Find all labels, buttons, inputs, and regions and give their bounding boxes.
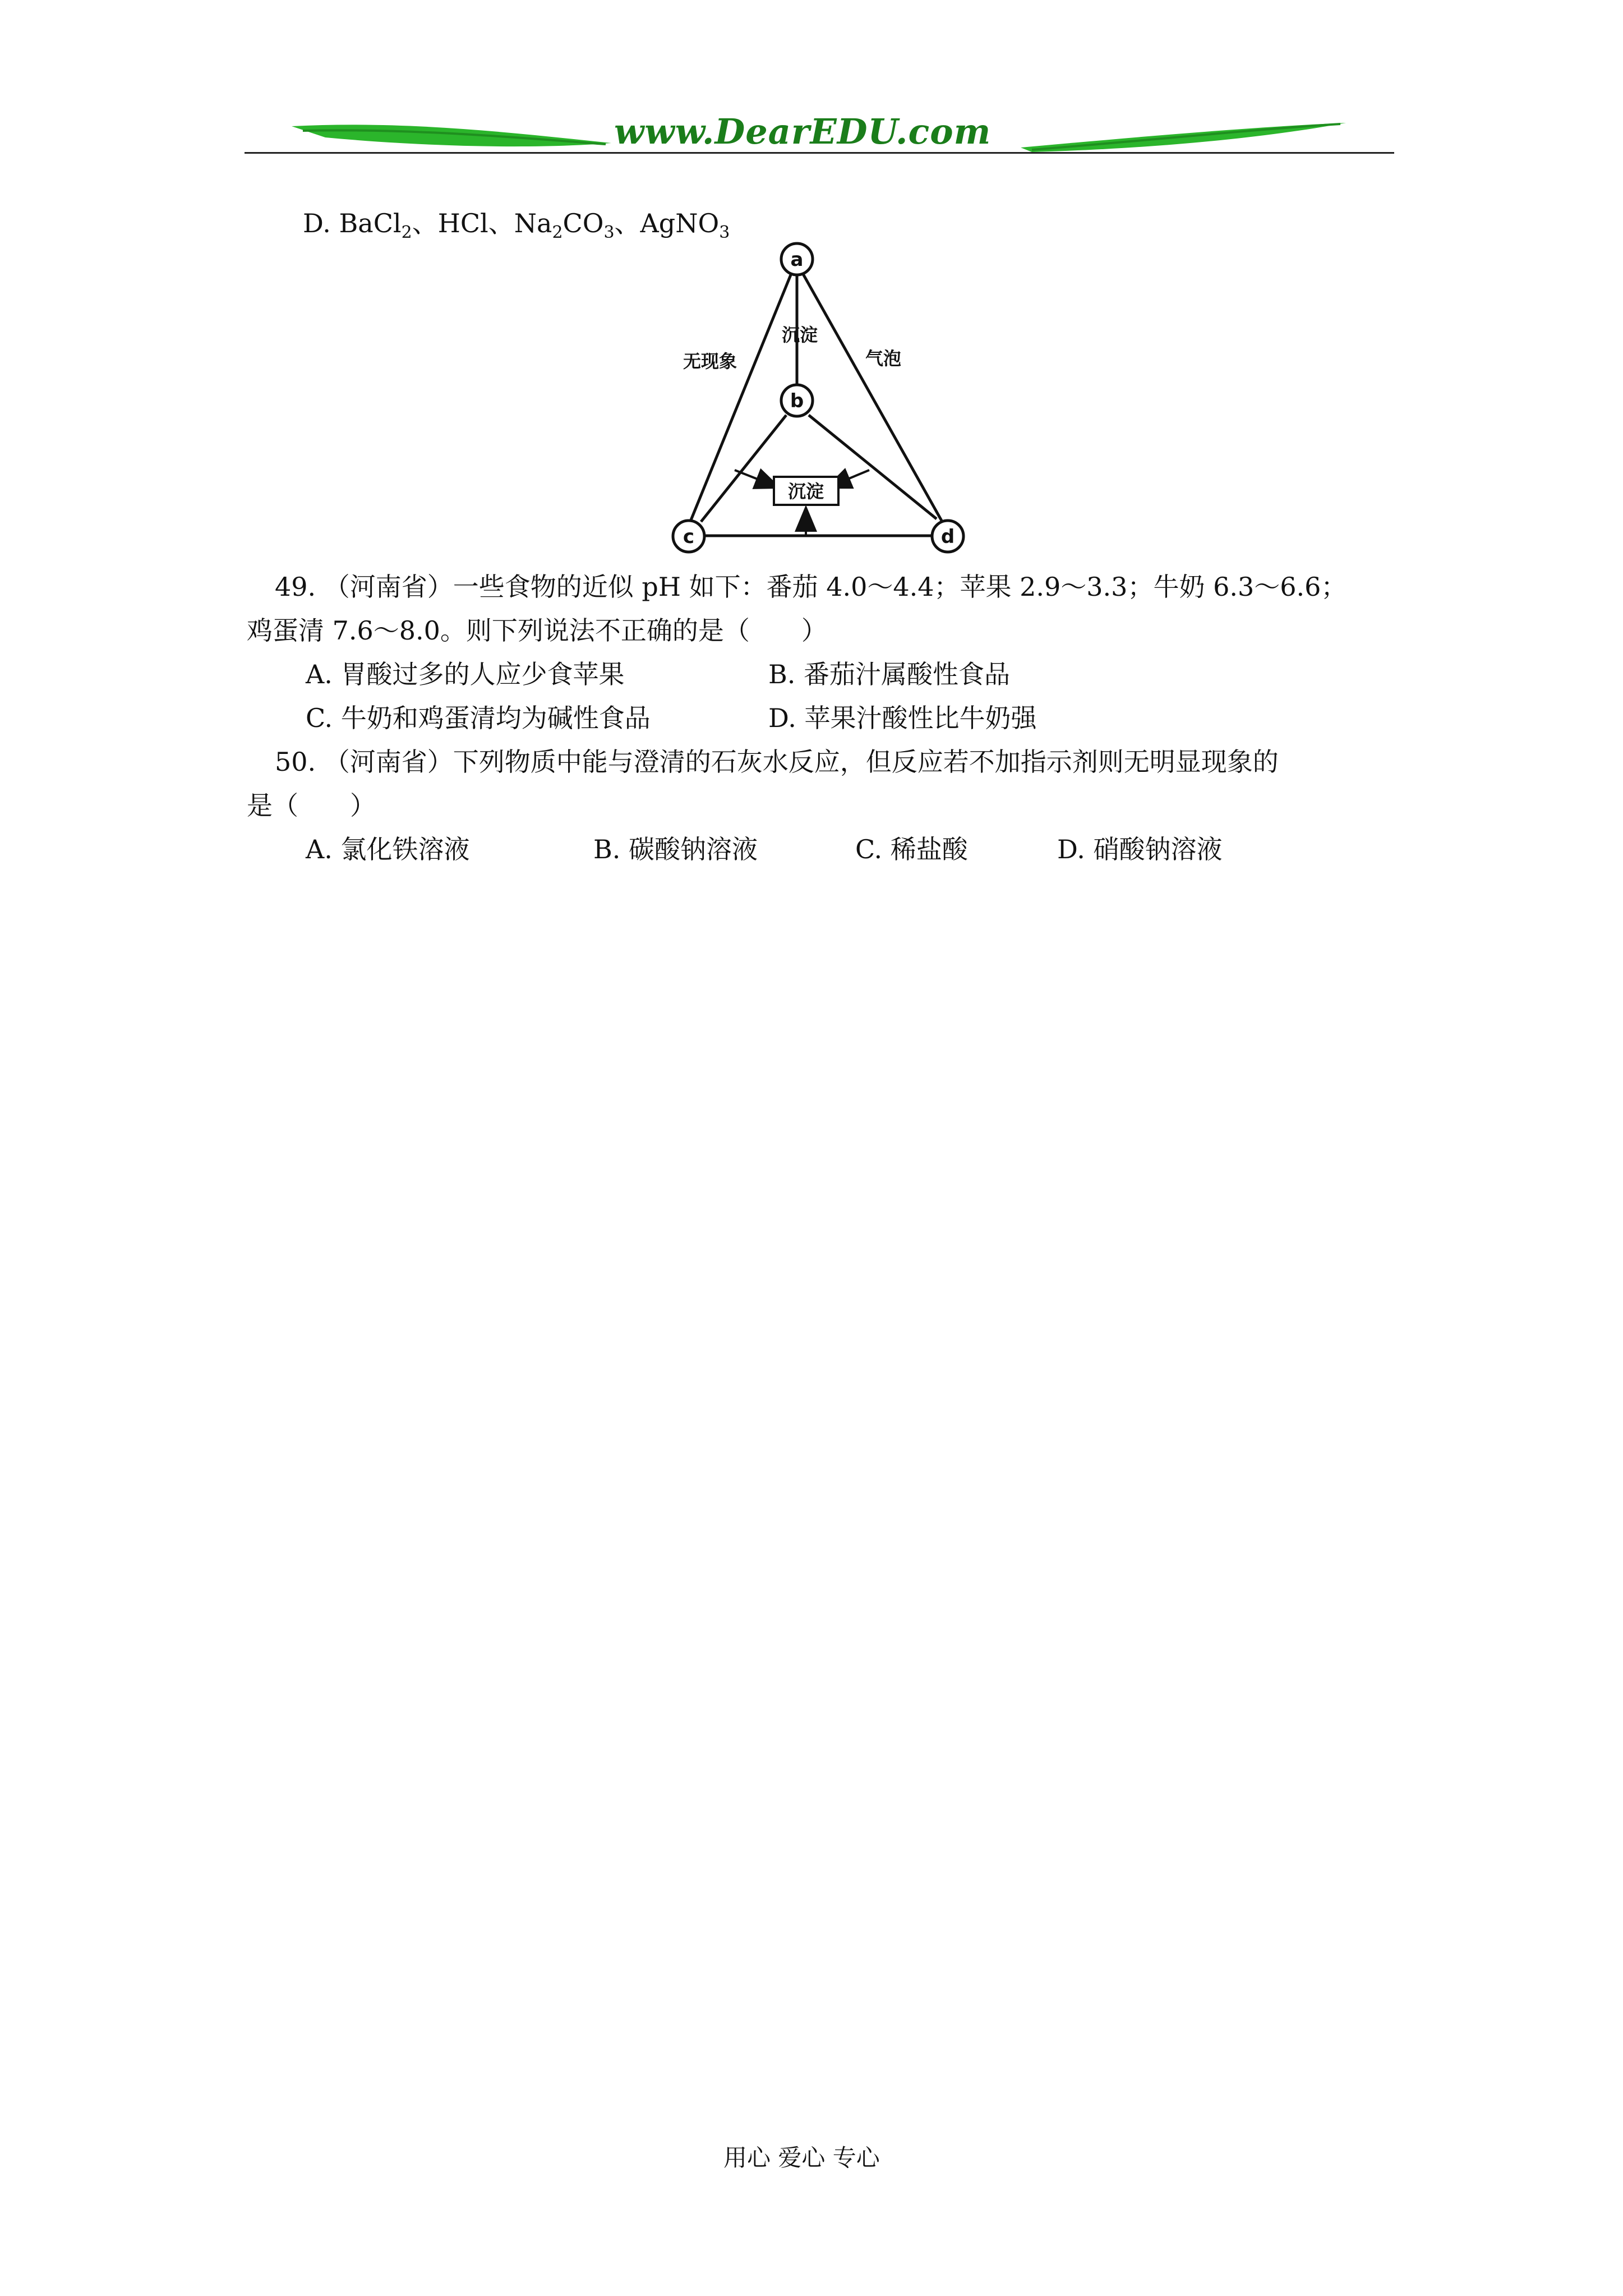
node-d-label: d — [940, 526, 955, 548]
node-b-label: b — [790, 390, 804, 412]
q48-option-d — [303, 206, 730, 240]
q49-option-c: C. 牛奶和鸡蛋清均为碱性食品 — [306, 703, 651, 733]
q50-stem-line-1: 50. （河南省）下列物质中能与澄清的石灰水反应，但反应若不加指示剂则无明显现象的 — [275, 747, 1279, 777]
q48-option-d-prefix: D. — [303, 208, 339, 238]
q50-option-b: B. 碳酸钠溶液 — [593, 834, 758, 864]
q48-formula-part: BaCl — [339, 208, 402, 238]
q48-formula-part: CO — [562, 208, 604, 238]
edge-a-d-label: 气泡 — [865, 348, 902, 369]
page-footer: 用心 爱心 专心 — [723, 2144, 880, 2171]
arrow-left-to-box — [735, 470, 777, 487]
q48-formula-sub: 2 — [552, 223, 563, 242]
node-a-label: a — [790, 249, 804, 271]
q49-stem-line-2: 鸡蛋清 7.6～8.0。则下列说法不正确的是（ ） — [247, 615, 827, 646]
q48-formula-sub: 3 — [603, 223, 615, 242]
q48-formula-sub: 2 — [401, 223, 412, 242]
edge-a-c-label: 无现象 — [683, 351, 737, 372]
q49-option-d: D. 苹果汁酸性比牛奶强 — [768, 703, 1037, 733]
q48-formula-sub: 3 — [719, 223, 730, 242]
q49-option-a: A. 胃酸过多的人应少食苹果 — [306, 659, 625, 689]
edge-a-b-label: 沉淀 — [781, 324, 818, 346]
page-header — [0, 0, 1623, 163]
q48-formula-part: 、AgNO — [614, 208, 720, 238]
node-c-label: c — [683, 526, 695, 548]
header-divider — [245, 152, 1394, 154]
site-logo-text: www.DearEDU.com — [614, 111, 992, 152]
q50-stem-line-2: 是（ ） — [247, 790, 376, 821]
q49-stem-line-1: 49. （河南省）一些食物的近似 pH 如下：番茄 4.0～4.4；苹果 2.9～3.3；牛奶 6.3～6.6； — [275, 572, 1347, 602]
q50-option-c: C. 稀盐酸 — [855, 834, 968, 864]
q49-option-b: B. 番茄汁属酸性食品 — [768, 659, 1011, 689]
q50-option-d: D. 硝酸钠溶液 — [1057, 834, 1223, 864]
box-label: 沉淀 — [787, 481, 824, 502]
reaction-diagram — [662, 236, 981, 561]
q50-option-a: A. 氯化铁溶液 — [306, 834, 470, 864]
q48-formula-part: 、HCl、Na — [412, 208, 552, 238]
